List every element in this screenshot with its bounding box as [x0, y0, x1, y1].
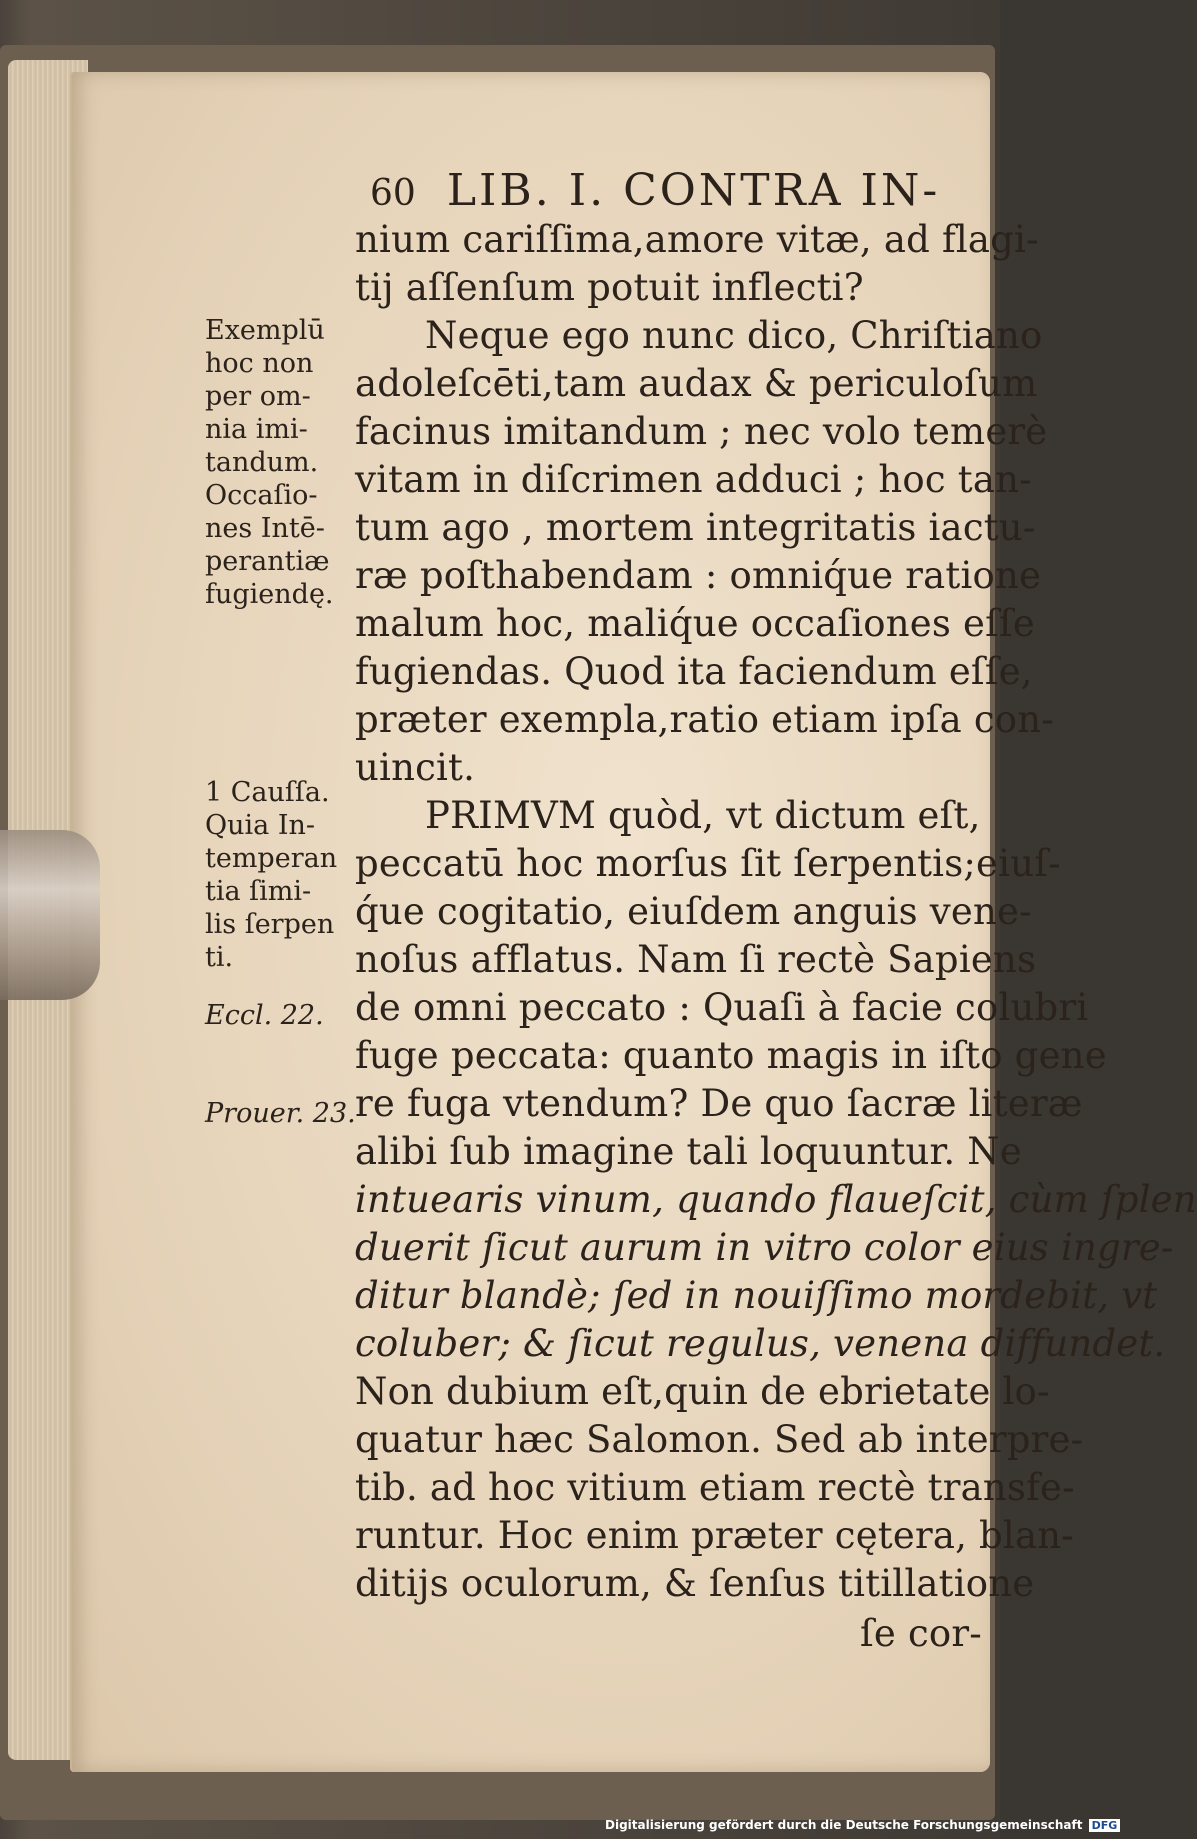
running-header [370, 165, 941, 216]
text-line: intuearis vinum, quando flaueſcit, cùm ſplen [355, 1178, 1197, 1221]
text-line: q́ue cogitatio, eiuſdem anguis vene- [355, 890, 1032, 933]
margin-note-line: tia ſimi- [205, 876, 312, 907]
text-line: facinus imitandum ; nec volo temerè [355, 410, 1048, 453]
text-line: noſus afflatus. Nam ſi rectè Sapiens [355, 938, 1037, 981]
margin-reference: Prouer. 23. [205, 1098, 356, 1129]
text-line: malum hoc, maliq́ue occaſiones eſſe [355, 602, 1036, 645]
dfg-logo: DFG [1089, 1819, 1121, 1832]
text-line: præter exempla,ratio etiam ipſa con- [355, 698, 1054, 741]
text-line: fuge peccata: quanto magis in iſto gene [355, 1034, 1107, 1077]
text-line: uincit. [355, 746, 476, 789]
text-line: Neque ego nunc dico, Chriſtiano [425, 314, 1043, 357]
margin-note-line: hoc non [205, 348, 314, 379]
text-line: ræ poſthabendam : omniq́ue ratione [355, 554, 1042, 597]
margin-note-line: ti. [205, 942, 234, 973]
text-line: de omni peccato : Quaſi à facie colubri [355, 986, 1089, 1029]
text-line: nium cariſſima,amore vitæ, ad flagi- [355, 218, 1039, 261]
margin-note [205, 314, 355, 611]
digitization-credit [605, 1818, 1120, 1832]
text-line: peccatū hoc morſus ſit ſerpentis;eiuſ- [355, 842, 1061, 885]
text-line: tum ago , mortem integritatis iactu- [355, 506, 1036, 549]
text-line: duerit ſicut aurum in vitro color eius ingre- [355, 1226, 1174, 1269]
text-line: adoleſcēti,tam audax & periculoſum [355, 362, 1038, 405]
text-line: alibi ſub imagine tali loquuntur. Ne [355, 1130, 1022, 1173]
text-line: quatur hæc Salomon. Sed ab interpre- [355, 1418, 1084, 1461]
margin-note-line: Occaſio- [205, 480, 318, 511]
margin-note [205, 776, 355, 974]
credit-text: Digitalisierung gefördert durch die Deutsche Forschungsgemeinschaft [605, 1818, 1083, 1832]
text-line: ditur blandè; ſed in nouiſſimo mordebit, vt [355, 1274, 1158, 1317]
text-line: tij aſſenſum potuit inflecti? [355, 266, 864, 309]
text-line: coluber; & ſicut regulus, venena diffundet. [355, 1322, 1166, 1365]
text-line: Non dubium eſt,quin de ebrietate lo- [355, 1370, 1050, 1413]
page-clip [0, 830, 100, 1000]
margin-note-line: Exemplū [205, 315, 325, 346]
margin-note-line: nia imi- [205, 414, 308, 445]
margin-note-line: fugiendę. [205, 579, 334, 610]
margin-note-line: tandum. [205, 447, 319, 478]
text-line: PRIMVM quòd, vt dictum eſt, [425, 794, 981, 837]
margin-note-line: lis ſerpen [205, 909, 335, 940]
margin-note-line: temperan [205, 843, 338, 874]
text-line: ſe cor- [860, 1612, 982, 1655]
text-line: tib. ad hoc vitium etiam rectè transfe- [355, 1466, 1075, 1509]
text-line: fugiendas. Quod ita faciendum eſſe, [355, 650, 1033, 693]
margin-note-line: Quia In- [205, 810, 316, 841]
margin-reference: Eccl. 22. [205, 1000, 324, 1031]
text-line: ditijs oculorum, & ſenſus titillatione [355, 1562, 1035, 1605]
text-line: re fuga vtendum? De quo ſacræ literæ [355, 1082, 1083, 1125]
text-line: runtur. Hoc enim præter cętera, blan- [355, 1514, 1074, 1557]
margin-note-line: nes Intē- [205, 513, 325, 544]
margin-note-line: 1 Cauſſa. [205, 777, 330, 808]
text-line: vitam in diſcrimen adduci ; hoc tan- [355, 458, 1032, 501]
margin-note-line: per om- [205, 381, 311, 412]
running-title: LIB. I. CONTRA IN- [446, 165, 941, 216]
page-number: 60 [370, 173, 416, 214]
margin-note-line: perantiæ [205, 546, 330, 577]
